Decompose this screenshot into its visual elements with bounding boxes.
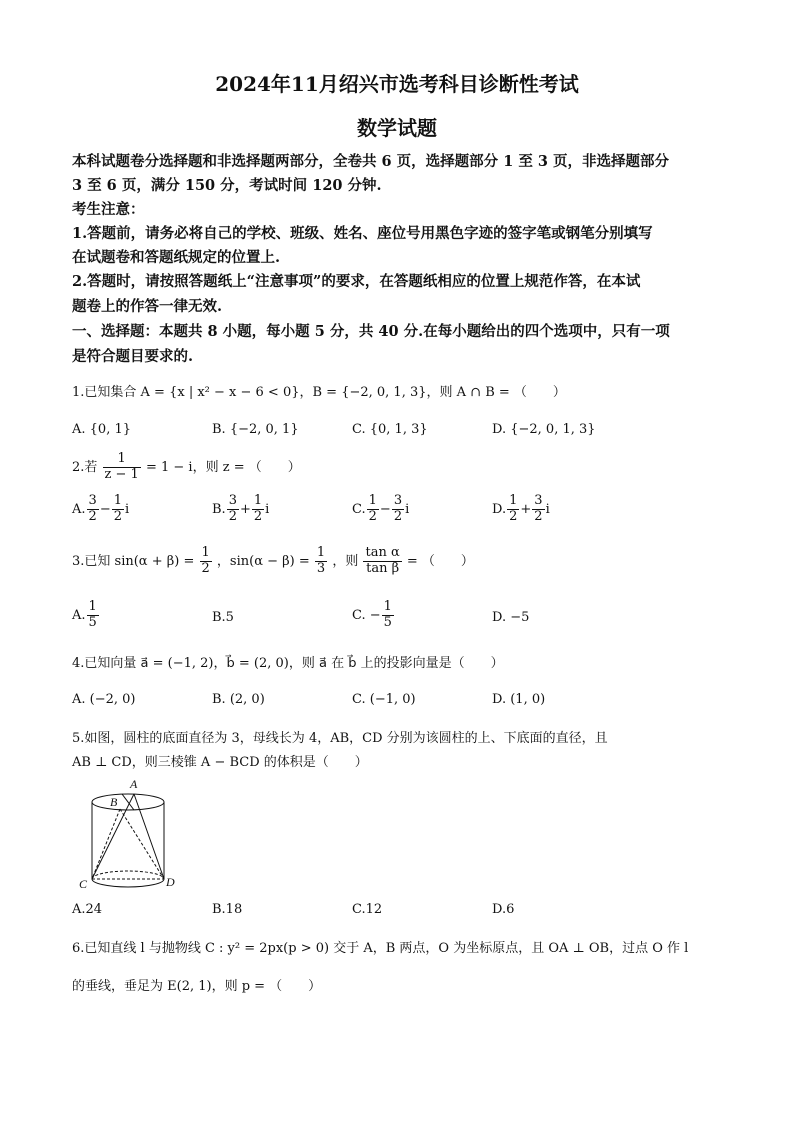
q4-option-c: C. (−1, 0) xyxy=(352,692,416,707)
q1-option-c: C. {0, 1, 3} xyxy=(352,422,428,437)
intro-line-1: 本科试题卷分选择题和非选择题两部分，全卷共 6 页，选择题部分 1 至 3 页，非选择题部分 xyxy=(72,153,670,170)
q5-stem-line-2: AB ⊥ CD，则三棱锥 A − BCD 的体积是（ ） xyxy=(72,755,368,770)
q3-option-d: D. −5 xyxy=(492,610,530,625)
cylinder-bottom-back xyxy=(92,871,164,879)
q2-option-c: C. $\frac{1}{2}$ − $\frac{3}{2}$ i xyxy=(352,493,410,524)
cylinder-figure xyxy=(72,776,182,894)
exam-subtitle: 数学试题 xyxy=(357,116,437,140)
point-c-label: C xyxy=(79,877,88,891)
q2-option-a: A. $\frac{3}{2}$ − $\frac{1}{2}$ i xyxy=(72,493,130,524)
q5-stem-line-1: 5.如图，圆柱的底面直径为 3，母线长为 4，AB，CD 分别为该圆柱的上、下底面的直径，且 xyxy=(72,731,608,746)
note-1-line-2: 在试题卷和答题纸规定的位置上. xyxy=(72,249,281,266)
note-2-line-2: 题卷上的作答一律无效. xyxy=(72,298,223,315)
edge-bd xyxy=(120,809,164,879)
q4-stem: 4.已知向量 a⃗ = (−1, 2)，b⃗ = (2, 0)，则 a⃗ 在 b⃗ 上的投影向量是（ ） xyxy=(72,656,504,671)
q3-option-a: A. $\frac{1}{5}$ xyxy=(72,599,97,630)
q4-option-b: B. (2, 0) xyxy=(212,692,265,707)
notice-heading: 考生注意： xyxy=(72,201,145,218)
note-1-line-1: 1.答题前，请务必将自己的学校、班级、姓名、座位号用黑色字迹的签字笔或钢笔分别填写 xyxy=(72,225,653,242)
q6-stem-line-1: 6.已知直线 l 与抛物线 C : y² = 2px(p > 0) 交于 A，B 两点，O 为坐标原点，且 OA ⊥ OB，过点 O 作 l xyxy=(72,941,689,956)
q4-option-d: D. (1, 0) xyxy=(492,692,546,707)
diameter-ab xyxy=(122,794,134,810)
point-d-label: D xyxy=(166,875,175,889)
note-2-line-1: 2.答题时，请按照答题纸上“注意事项”的要求，在答题纸相应的位置上规范作答，在本试 xyxy=(72,273,641,290)
q5-option-a: A.24 xyxy=(72,902,103,917)
cylinder-bottom-front xyxy=(92,879,164,887)
q5-option-d: D.6 xyxy=(492,902,515,917)
edge-ad xyxy=(134,794,164,879)
section-1-heading-line-2: 是符合题目要求的. xyxy=(72,348,194,365)
q3-stem: 3.已知 sin(α + β) = $\frac{1}{2}$ ，sin(α − β) = $\frac{1}{3}$ ，则 $\frac{\text{tan α}}{\text{tan β}}$ = （ ） xyxy=(72,545,474,576)
q5-option-b: B.18 xyxy=(212,902,243,917)
q3-option-b: B.5 xyxy=(212,610,234,625)
section-1-heading-line-1: 一、选择题：本题共 8 小题，每小题 5 分，共 40 分.在每小题给出的四个选项中，只有一项 xyxy=(72,323,670,340)
q6-stem-line-2: 的垂线，垂足为 E(2, 1)，则 p = （ ） xyxy=(72,979,322,994)
q4-option-a: A. (−2, 0) xyxy=(72,692,136,707)
q2-stem: 2.若 $\frac{1}{z - 1}$ = 1 − i，则 z = （ ） xyxy=(72,451,301,482)
q1-stem: 1.已知集合 A = {x | x² − x − 6 < 0}，B = {−2, 0, 1, 3}，则 A ∩ B = （ ） xyxy=(72,385,566,400)
q5-option-c: C.12 xyxy=(352,902,383,917)
q2-option-b: B. $\frac{3}{2}$ + $\frac{1}{2}$ i xyxy=(212,493,270,524)
q1-option-a: A. {0, 1} xyxy=(72,422,132,437)
q1-option-b: B. {−2, 0, 1} xyxy=(212,422,299,437)
point-b-label: B xyxy=(110,795,118,809)
edge-bc xyxy=(92,809,120,879)
exam-title: 2024年11月绍兴市选考科目诊断性考试 xyxy=(215,72,579,96)
point-a-label: A xyxy=(130,777,138,791)
q1-option-d: D. {−2, 0, 1, 3} xyxy=(492,422,596,437)
intro-line-2: 3 至 6 页，满分 150 分，考试时间 120 分钟. xyxy=(72,177,382,194)
q2-option-d: D. $\frac{1}{2}$ + $\frac{3}{2}$ i xyxy=(492,493,550,524)
q3-option-c: C. − $\frac{1}{5}$ xyxy=(352,599,392,630)
